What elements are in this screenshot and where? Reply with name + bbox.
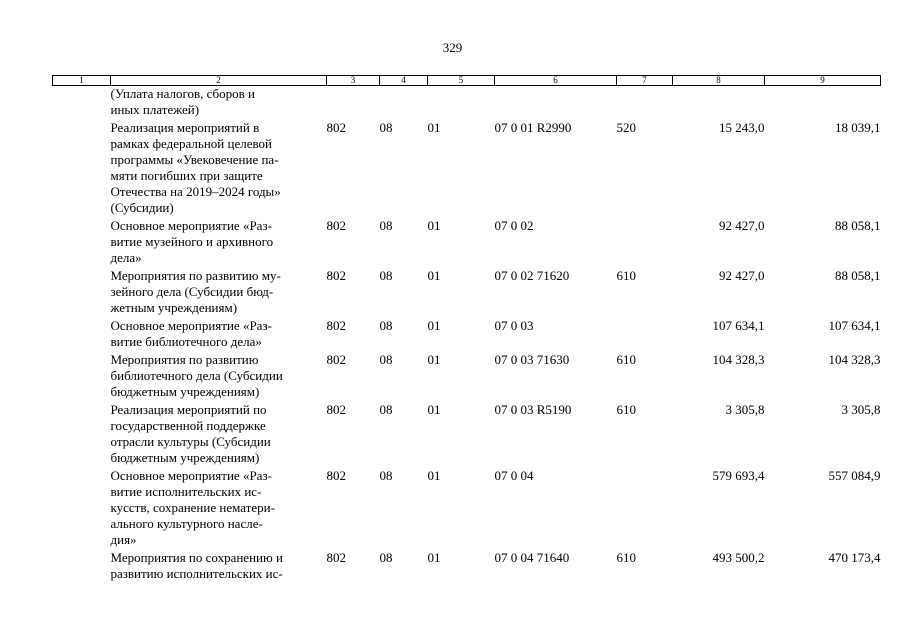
description-line: витие исполнительских ис- — [110, 484, 262, 499]
cell-amount-year2: 107 634,1 — [828, 318, 881, 333]
cell-expense-type: 520 — [616, 120, 636, 135]
cell-admin-code: 802 — [326, 318, 346, 333]
cell-expense-type — [617, 86, 673, 121]
description-line: бюджетным учреждениям) — [110, 450, 260, 465]
cell-target-article: 07 0 01 R2990 — [494, 120, 572, 135]
column-header-row — [53, 76, 881, 86]
cell-col1 — [53, 550, 111, 584]
column-header: 2 — [111, 76, 327, 86]
column-header: 6 — [495, 76, 617, 86]
cell-section: 08 — [379, 268, 393, 283]
column-header: 9 — [765, 76, 881, 86]
cell-col1 — [53, 120, 111, 218]
cell-target-article: 07 0 03 71630 — [494, 352, 570, 367]
table-row — [53, 402, 881, 468]
description-line: Мероприятия по развитию му- — [110, 268, 281, 283]
description-line: государственной поддержке — [110, 418, 266, 433]
cell-admin-code: 802 — [326, 550, 346, 565]
table-row — [53, 352, 881, 402]
cell-amount-year2: 88 058,1 — [835, 268, 881, 283]
cell-admin-code: 802 — [326, 352, 346, 367]
cell-description — [111, 120, 327, 218]
cell-expense-type — [617, 218, 673, 268]
cell-admin-code: 802 — [326, 468, 346, 483]
description-line: витие музейного и архивного — [110, 234, 274, 249]
table-row — [53, 550, 881, 584]
description-line: Реализация мероприятий по — [110, 402, 267, 417]
description-line: кусств, сохранение нематери- — [110, 500, 275, 515]
cell-amount-year1: 493 500,2 — [712, 550, 765, 565]
cell-subsection — [428, 86, 495, 121]
cell-description — [111, 268, 327, 318]
cell-subsection: 01 — [427, 402, 441, 417]
cell-amount-year1: 92 427,0 — [719, 218, 765, 233]
cell-target-article: 07 0 03 R5190 — [494, 402, 572, 417]
cell-expense-type: 610 — [616, 402, 636, 417]
cell-expense-type — [617, 468, 673, 550]
cell-col1 — [53, 318, 111, 352]
cell-subsection: 01 — [427, 352, 441, 367]
cell-target-article — [495, 86, 617, 121]
description-line: зейного дела (Субсидии бюд- — [110, 284, 274, 299]
cell-amount-year1: 107 634,1 — [712, 318, 765, 333]
cell-col1 — [53, 352, 111, 402]
table-row — [53, 120, 881, 218]
cell-description — [111, 352, 327, 402]
cell-col1 — [53, 468, 111, 550]
description-line: витие библиотечного дела» — [110, 334, 262, 349]
cell-subsection: 01 — [427, 218, 441, 233]
cell-amount-year1: 104 328,3 — [712, 352, 765, 367]
column-header: 3 — [327, 76, 380, 86]
cell-col1 — [53, 218, 111, 268]
column-header: 1 — [53, 76, 111, 86]
description-line: Основное мероприятие «Раз- — [110, 218, 272, 233]
description-line: Мероприятия по сохранению и — [110, 550, 283, 565]
cell-subsection: 01 — [427, 268, 441, 283]
table-row — [53, 318, 881, 352]
cell-section: 08 — [379, 550, 393, 565]
description-line: программы «Увековечение па- — [110, 152, 279, 167]
cell-admin-code — [327, 86, 380, 121]
description-line: ального культурного насле- — [110, 516, 263, 531]
cell-section: 08 — [379, 468, 393, 483]
column-header: 5 — [428, 76, 495, 86]
cell-target-article: 07 0 03 — [494, 318, 534, 333]
column-header: 8 — [673, 76, 765, 86]
cell-amount-year2: 104 328,3 — [828, 352, 881, 367]
table-row — [53, 86, 881, 121]
cell-admin-code: 802 — [326, 120, 346, 135]
description-line: развитию исполнительских ис- — [110, 566, 283, 581]
description-line: Реализация мероприятий в — [110, 120, 260, 135]
column-header: 4 — [380, 76, 428, 86]
cell-subsection: 01 — [427, 318, 441, 333]
cell-col1 — [53, 402, 111, 468]
cell-amount-year1: 92 427,0 — [719, 268, 765, 283]
description-line: Основное мероприятие «Раз- — [110, 318, 272, 333]
cell-target-article: 07 0 02 71620 — [494, 268, 570, 283]
cell-amount-year2: 470 173,4 — [828, 550, 881, 565]
cell-section — [380, 86, 428, 121]
description-line: Мероприятия по развитию — [110, 352, 259, 367]
cell-col1 — [53, 86, 111, 121]
description-line: жетным учреждениям) — [110, 300, 238, 315]
description-line: отрасли культуры (Субсидии — [110, 434, 271, 449]
cell-amount-year2: 18 039,1 — [835, 120, 881, 135]
cell-section: 08 — [379, 120, 393, 135]
cell-col1 — [53, 268, 111, 318]
cell-section: 08 — [379, 352, 393, 367]
description-line: Основное мероприятие «Раз- — [110, 468, 272, 483]
cell-expense-type: 610 — [616, 352, 636, 367]
cell-target-article: 07 0 04 — [494, 468, 534, 483]
cell-amount-year1: 3 305,8 — [725, 402, 765, 417]
table-row — [53, 268, 881, 318]
page-number: 329 — [442, 40, 463, 55]
cell-admin-code: 802 — [326, 402, 346, 417]
table-row — [53, 468, 881, 550]
cell-admin-code: 802 — [326, 218, 346, 233]
description-line: (Уплата налогов, сборов и — [110, 86, 255, 101]
budget-table — [52, 75, 881, 584]
cell-description — [111, 86, 327, 121]
cell-amount-year1 — [673, 86, 765, 121]
cell-description — [111, 402, 327, 468]
cell-target-article: 07 0 02 — [494, 218, 534, 233]
description-line: (Субсидии) — [110, 200, 174, 215]
cell-target-article: 07 0 04 71640 — [494, 550, 570, 565]
column-header: 7 — [617, 76, 673, 86]
cell-amount-year2: 557 084,9 — [828, 468, 881, 483]
cell-amount-year1: 15 243,0 — [719, 120, 765, 135]
cell-admin-code: 802 — [326, 268, 346, 283]
description-line: бюджетным учреждениям) — [110, 384, 260, 399]
cell-subsection: 01 — [427, 550, 441, 565]
table-body — [53, 86, 881, 585]
cell-description — [111, 468, 327, 550]
cell-expense-type: 610 — [616, 268, 636, 283]
cell-description — [111, 218, 327, 268]
description-line: мяти погибших при защите — [110, 168, 263, 183]
description-line: Отечества на 2019–2024 годы» — [110, 184, 281, 199]
description-line: библиотечного дела (Субсидии — [110, 368, 283, 383]
cell-description — [111, 318, 327, 352]
cell-section: 08 — [379, 402, 393, 417]
cell-description — [111, 550, 327, 584]
description-line: дия» — [110, 532, 137, 547]
table-row — [53, 218, 881, 268]
cell-section: 08 — [379, 218, 393, 233]
cell-amount-year1: 579 693,4 — [712, 468, 765, 483]
cell-amount-year2: 88 058,1 — [835, 218, 881, 233]
description-line: иных платежей) — [110, 102, 200, 117]
cell-subsection: 01 — [427, 468, 441, 483]
cell-expense-type: 610 — [616, 550, 636, 565]
cell-amount-year2: 3 305,8 — [841, 402, 881, 417]
cell-expense-type — [617, 318, 673, 352]
cell-amount-year2 — [765, 86, 881, 121]
description-line: дела» — [110, 250, 142, 265]
description-line: рамках федеральной целевой — [110, 136, 272, 151]
cell-subsection: 01 — [427, 120, 441, 135]
cell-section: 08 — [379, 318, 393, 333]
